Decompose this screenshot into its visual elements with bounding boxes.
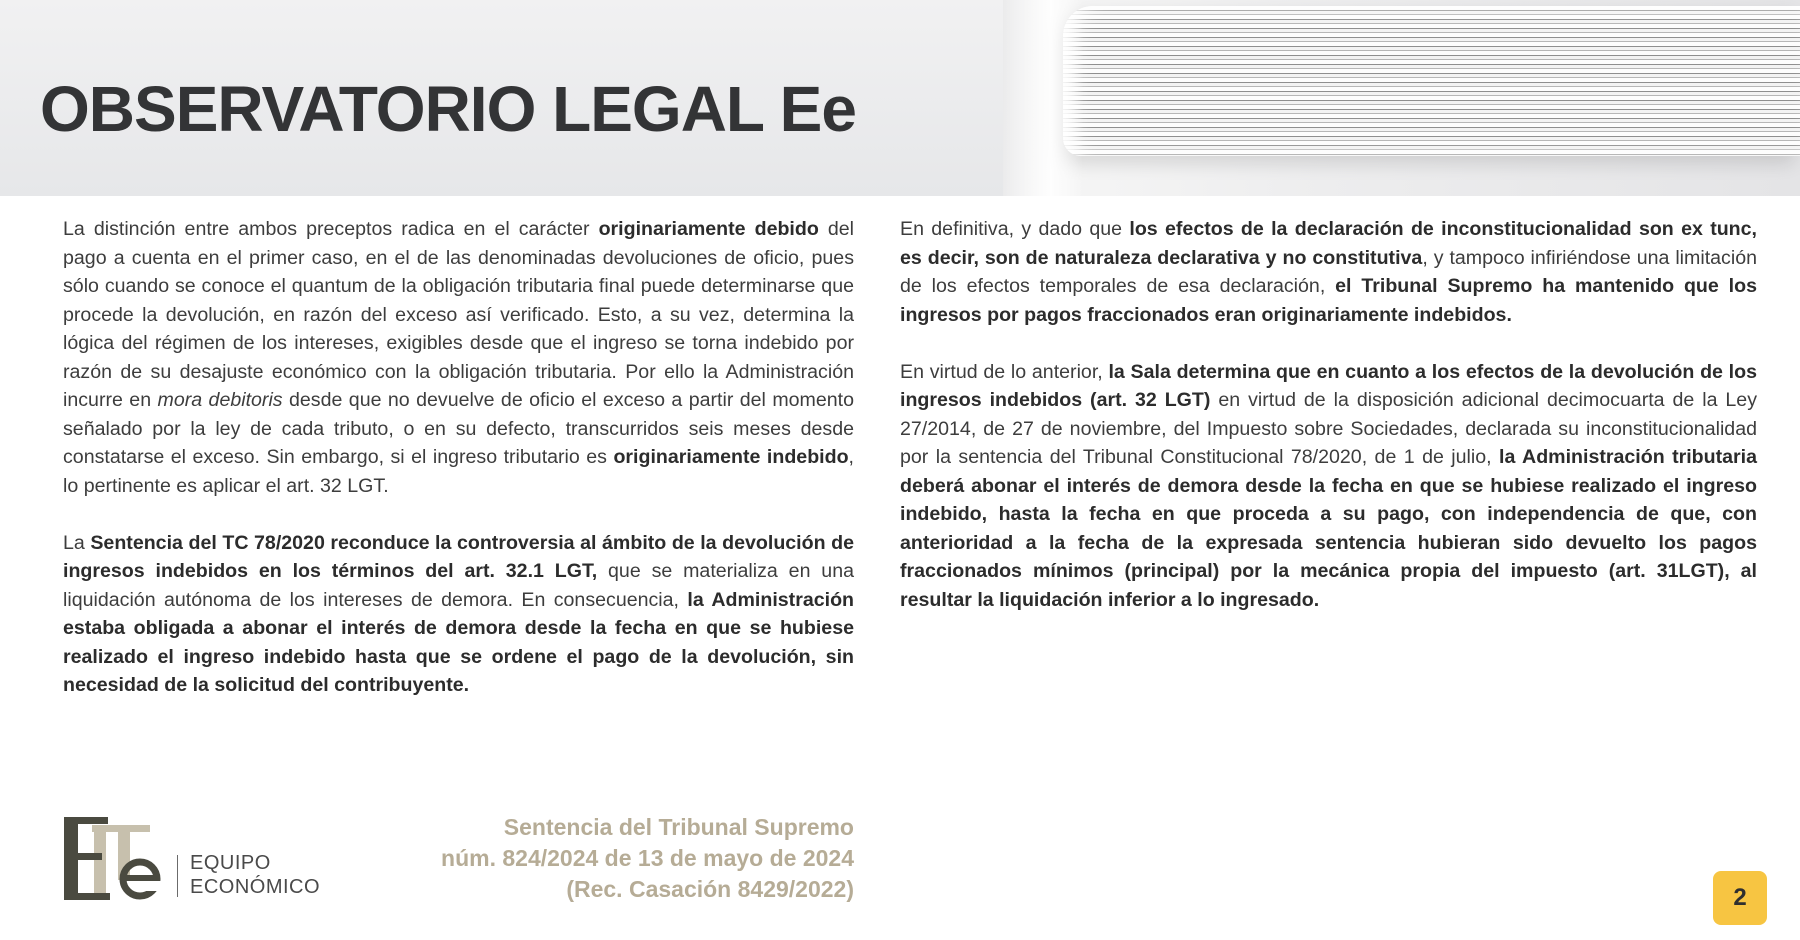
citation-line-1: Sentencia del Tribunal Supremo — [503, 814, 854, 840]
text-run: Sentencia del TC 78/2020 reconduce la controversia al ámbito de la devolución de ingresos indebidos en los términos del art. 32.1 LGT, — [63, 531, 854, 582]
text-run: originariamente debido — [598, 218, 819, 240]
text-run: , lo pertinente es aplicar el art. 32 LGT. — [63, 446, 854, 497]
text-run: el Tribunal Supremo ha mantenido que los ingresos por pagos fraccionados eran originariamente indebidos. — [900, 275, 1757, 326]
page-title: OBSERVATORIO LEGAL Ee — [40, 73, 856, 145]
text-run: del pago a cuenta en el primer caso, en el de las denominadas devoluciones de oficio, pues sólo cuando se conoce el quantum de la obligación tributaria final puede determinarse que procede la devolución, en razón del exceso así verificado. Esto, a su vez, determina la lógica del régimen de los intereses, exigibles desde que el ingreso se torna indebido por razón de su desajuste económico con la obligación tributaria. Por ello la Administración incurre en — [63, 218, 855, 411]
text-run: , y tampoco infiriéndose una limitación de los efectos temporales de esa declaración, — [900, 246, 1757, 297]
equipo-economico-logo — [62, 815, 332, 907]
text-run: los efectos de la declaración de inconstitucionalidad son ex tunc, es decir, son de naturaleza declarativa y no constitutiva — [900, 218, 1757, 269]
right-column — [900, 215, 1757, 643]
text-run: que se materializa en una liquidación autónoma de los intereses de demora. En consecuencia, — [63, 560, 854, 611]
page-number-badge: 2 — [1713, 871, 1767, 925]
text-run: en virtud de la disposición adicional decimocuarta de la Ley 27/2014, de 27 de noviembre, del Impuesto sobre Sociedades, declarada su inconstitucionalidad por la sentencia del Tribunal Constitucional 78/2020, de 1 de julio, — [900, 389, 1757, 468]
logo-name-line1: EQUIPO — [190, 852, 271, 874]
citation-line-3: (Rec. Casación 8429/2022) — [566, 876, 854, 902]
left-column — [63, 215, 854, 728]
ee-logo-icon — [62, 815, 172, 907]
text-run: la Sala determina que en cuanto a los efectos de la devolución de los ingresos indebidos (art. 32 LGT) — [900, 360, 1757, 411]
book-highlight — [1003, 0, 1083, 196]
text-run: la Administración estaba obligada a abonar el interés de demora desde la fecha en que se hubiese realizado el ingreso indebido hasta que se ordene el pago de la devolución, sin necesidad de la solicitud del contribuyente. — [63, 588, 855, 696]
left-paragraph-1 — [63, 215, 854, 500]
book-image — [1003, 0, 1800, 196]
logo-divider — [177, 855, 178, 897]
text-run: En definitiva, y dado que — [900, 218, 1130, 240]
logo-name — [190, 851, 320, 899]
text-run: la Administración tributaria deberá abonar el interés de demora desde la fecha en que se hubiese realizado el ingreso indebido, hasta la fecha en que proceda a su pago, con independencia de que, con anterioridad a la fecha de la expresada sentencia hubieran sido devuelto los pagos fraccionados mínimos (principal) por la mecánica propia del impuesto (art. 31LGT), al resultar la liquidación inferior a lo ingresado. — [900, 446, 1757, 611]
citation-reference — [441, 812, 854, 905]
left-paragraph-2 — [63, 529, 854, 700]
text-run: mora debitoris — [157, 389, 283, 411]
logo-name-line2: ECONÓMICO — [190, 876, 321, 898]
text-run: originariamente indebido — [613, 446, 849, 468]
book-pages — [1063, 6, 1800, 156]
text-run: La distinción entre ambos preceptos radica en el carácter — [63, 218, 599, 240]
text-run: La — [63, 531, 91, 554]
citation-line-2: núm. 824/2024 de 13 de mayo de 2024 — [441, 845, 854, 871]
right-paragraph-1 — [900, 215, 1757, 329]
text-run: desde que no devuelve de oficio el exceso a partir del momento señalado por la ley de cada tributo, o en su defecto, transcurridos seis meses desde constatarse el exceso. Sin embargo, si el ingreso tributario es — [63, 389, 854, 468]
text-run: En virtud de lo anterior, — [900, 360, 1109, 383]
header-banner — [0, 0, 1800, 196]
right-paragraph-2 — [900, 358, 1757, 615]
